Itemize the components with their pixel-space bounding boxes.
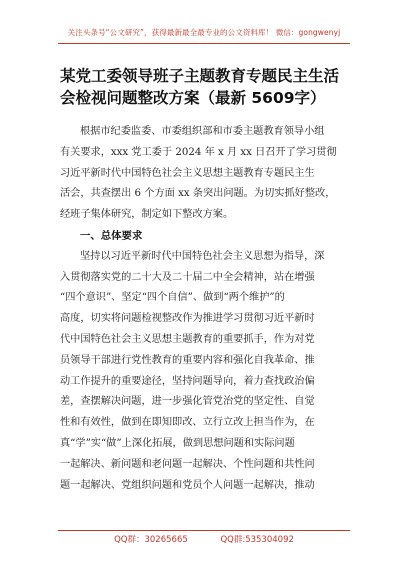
paragraph-line: 员领导干部进行党性教育的重要内容和强化自我革命、推 [60, 354, 315, 366]
paragraph-line: 根据市纪委监委、市委组织部和市委主题教育领导小组 [80, 126, 325, 137]
footer-qq-group-1: QQ群：30265665 [114, 535, 188, 545]
page-header-banner: 关注头条号“公文研究”，获得最新最全最专业的公文资料库！ 微信：gongwenyj [67, 28, 341, 37]
title-line-2: 会检视问题整改方案（最新 5609字） [60, 89, 326, 107]
paragraph-line: 差，查摆解决问题，进一步强化管党治党的坚定性、自觉 [60, 396, 315, 408]
paragraph-line: 性和有效性，做到在即知即改、立行立改上担当作为，在 [60, 417, 315, 429]
paragraph-line: 入贯彻落实党的二十大及二十届二中全会精神，站在增强 [60, 271, 315, 283]
document-body [60, 122, 350, 496]
paragraph-line: 动工作提升的重要途径，坚持问题导向，着力查找政治偏 [60, 375, 315, 387]
paragraph-line: 一起解决、新问题和老问题一起解决、个性问题和共性问 [60, 458, 315, 470]
paragraph-line: “四个意识”、坚定“四个自信”、做到“两个维护”的 [60, 292, 285, 304]
footer-qq-group-2: QQ群:535304092 [220, 535, 294, 545]
paragraph-line: 高度，切实将问题检视整改作为推进学习贯彻习近平新时 [60, 313, 315, 325]
paragraph-line: 习近平新时代中国特色社会主义思想主题教育专题民主生 [60, 167, 315, 179]
paragraph-line: 坚持以习近平新时代中国特色社会主义思想为指导，深 [80, 250, 325, 262]
paragraph-line: 经班子集体研究，制定如下整改方案。 [60, 209, 234, 221]
footer-divider [58, 530, 350, 531]
paragraph-line: 活会，共查摆出 6 个方面 xx 条突出问题。为切实抓好整改， [60, 188, 336, 200]
paragraph-line: 代中国特色社会主义思想主题教育的重要抓手，作为对党 [60, 333, 315, 345]
header-divider [58, 43, 350, 44]
page-footer [0, 533, 408, 545]
section-heading: 一、总体要求 [80, 229, 143, 242]
title-line-1: 某党工委领导班子主题教育专题民主生活 [60, 67, 340, 85]
paragraph-line: 真“学”实“做”上深化拓展，做到思想问题和实际问题 [60, 437, 295, 449]
paragraph-line: 题一起解决、党组织问题和党员个人问题一起解决，推动 [60, 479, 315, 491]
document-title [60, 65, 350, 109]
paragraph-line: 有关要求，xxx 党工委于 2024 年 x 月 xx 日召开了学习贯彻 [60, 146, 337, 158]
